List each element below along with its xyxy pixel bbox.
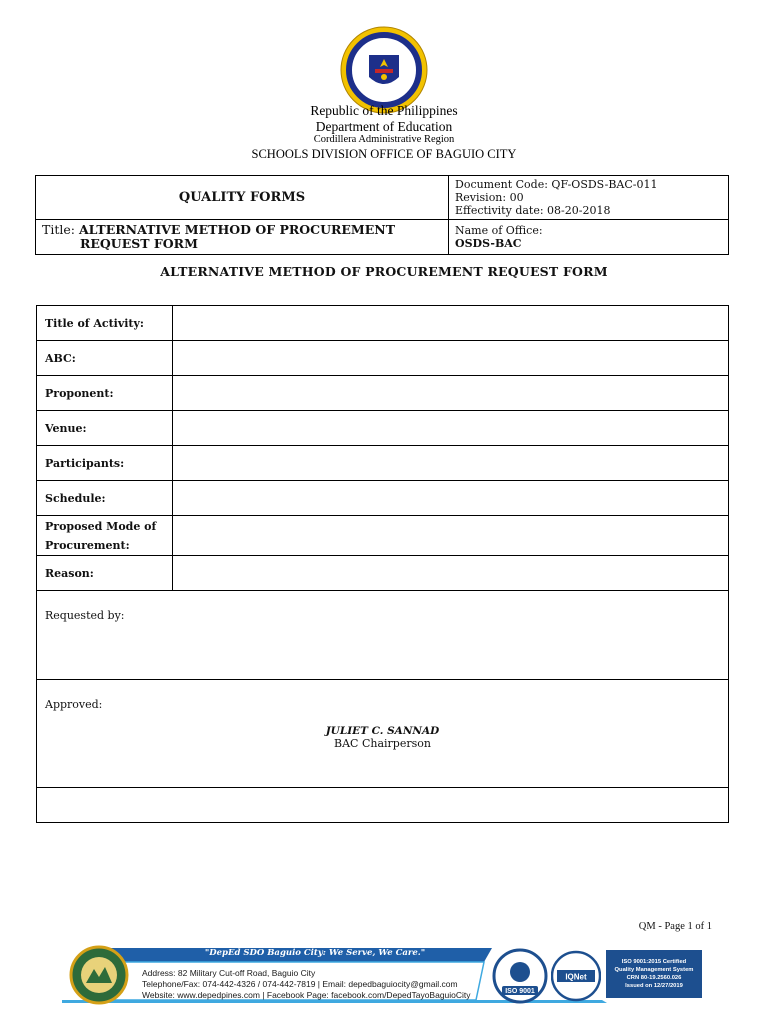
form-heading: ALTERNATIVE METHOD OF PROCUREMENT REQUEST FORM <box>160 264 608 279</box>
form-title-cell <box>36 220 449 255</box>
approved-label: Approved: <box>45 698 103 711</box>
iso-9001-logo <box>492 948 548 1004</box>
title-line2: REQUEST FORM <box>80 236 198 251</box>
sdo-baguio-seal-logo <box>64 945 134 1005</box>
office-value: OSDS-BAC <box>455 237 522 250</box>
title-of-activity-label: Title of Activity: <box>37 306 173 341</box>
participants-field[interactable] <box>173 446 729 481</box>
mode-of-procurement-field[interactable] <box>173 516 729 556</box>
region-line: Cordillera Administrative Region <box>313 134 455 145</box>
revision: Revision: 00 <box>455 191 524 204</box>
proponent-label: Proponent: <box>37 376 173 411</box>
title-label: Title: <box>42 222 75 237</box>
effectivity-date: Effectivity date: 08-20-2018 <box>455 204 611 217</box>
cert-line3: CRN 80-19.2560.026 <box>626 975 682 981</box>
abc-field[interactable] <box>173 341 729 376</box>
footer-website: Website: www.depedpines.com | Facebook Page: facebook.com/DepedTayoBaguioCity <box>142 990 471 1000</box>
footer-address: Address: 82 Military Cut-off Road, Baguio City <box>142 968 316 978</box>
cert-line2: Quality Management System <box>614 967 694 973</box>
republic-line: Republic of the Philippines <box>310 103 458 118</box>
signatory-name: JULIET C. SANNAD <box>325 725 440 737</box>
cert-line1: ISO 9001:2015 Certified <box>621 959 687 965</box>
proponent-field[interactable] <box>173 376 729 411</box>
participants-label: Participants: <box>37 446 173 481</box>
page-number: QM - Page 1 of 1 <box>638 921 712 932</box>
iqnet-logo-text: IQNet <box>565 972 587 982</box>
office-label: Name of Office: <box>455 224 543 237</box>
department-line: Department of Education <box>315 119 453 134</box>
title-of-activity-field[interactable] <box>173 306 729 341</box>
iso-certification-box <box>606 950 702 998</box>
blank-row[interactable] <box>37 788 729 823</box>
quality-forms-title: QUALITY FORMS <box>36 176 449 220</box>
request-form-table <box>36 305 729 823</box>
iso-logo-text: ISO 9001 <box>505 988 535 995</box>
document-info <box>449 176 729 220</box>
mode-label-line2: Procurement: <box>45 538 130 552</box>
reason-field[interactable] <box>173 556 729 591</box>
cert-line4: Issued on 12/27/2019 <box>625 983 683 989</box>
approved-cell <box>37 680 729 788</box>
venue-field[interactable] <box>173 411 729 446</box>
title-line1: ALTERNATIVE METHOD OF PROCUREMENT <box>78 222 396 237</box>
requested-by-cell[interactable] <box>37 591 729 680</box>
signatory-position: BAC Chairperson <box>334 737 431 750</box>
footer-telephone: Telephone/Fax: 074-442-4326 / 074-442-7819 | Email: depedbaguiocity@gmail.com <box>142 979 458 989</box>
abc-label: ABC: <box>37 341 173 376</box>
reason-label: Reason: <box>37 556 173 591</box>
deped-seal-logo <box>339 25 429 115</box>
schedule-field[interactable] <box>173 481 729 516</box>
office-cell <box>449 220 729 255</box>
requested-by-label: Requested by: <box>45 609 125 622</box>
footer-slogan: "DepEd SDO Baguio City: We Serve, We Care." <box>204 948 426 958</box>
division-line: SCHOOLS DIVISION OFFICE OF BAGUIO CITY <box>251 147 517 161</box>
mode-of-procurement-label <box>37 516 173 556</box>
quality-forms-table <box>35 175 729 255</box>
schedule-label: Schedule: <box>37 481 173 516</box>
iqnet-logo <box>551 950 601 1002</box>
document-code: Document Code: QF-OSDS-BAC-011 <box>455 178 658 191</box>
mode-label-line1: Proposed Mode of <box>45 519 157 533</box>
venue-label: Venue: <box>37 411 173 446</box>
signature-block <box>45 725 720 750</box>
